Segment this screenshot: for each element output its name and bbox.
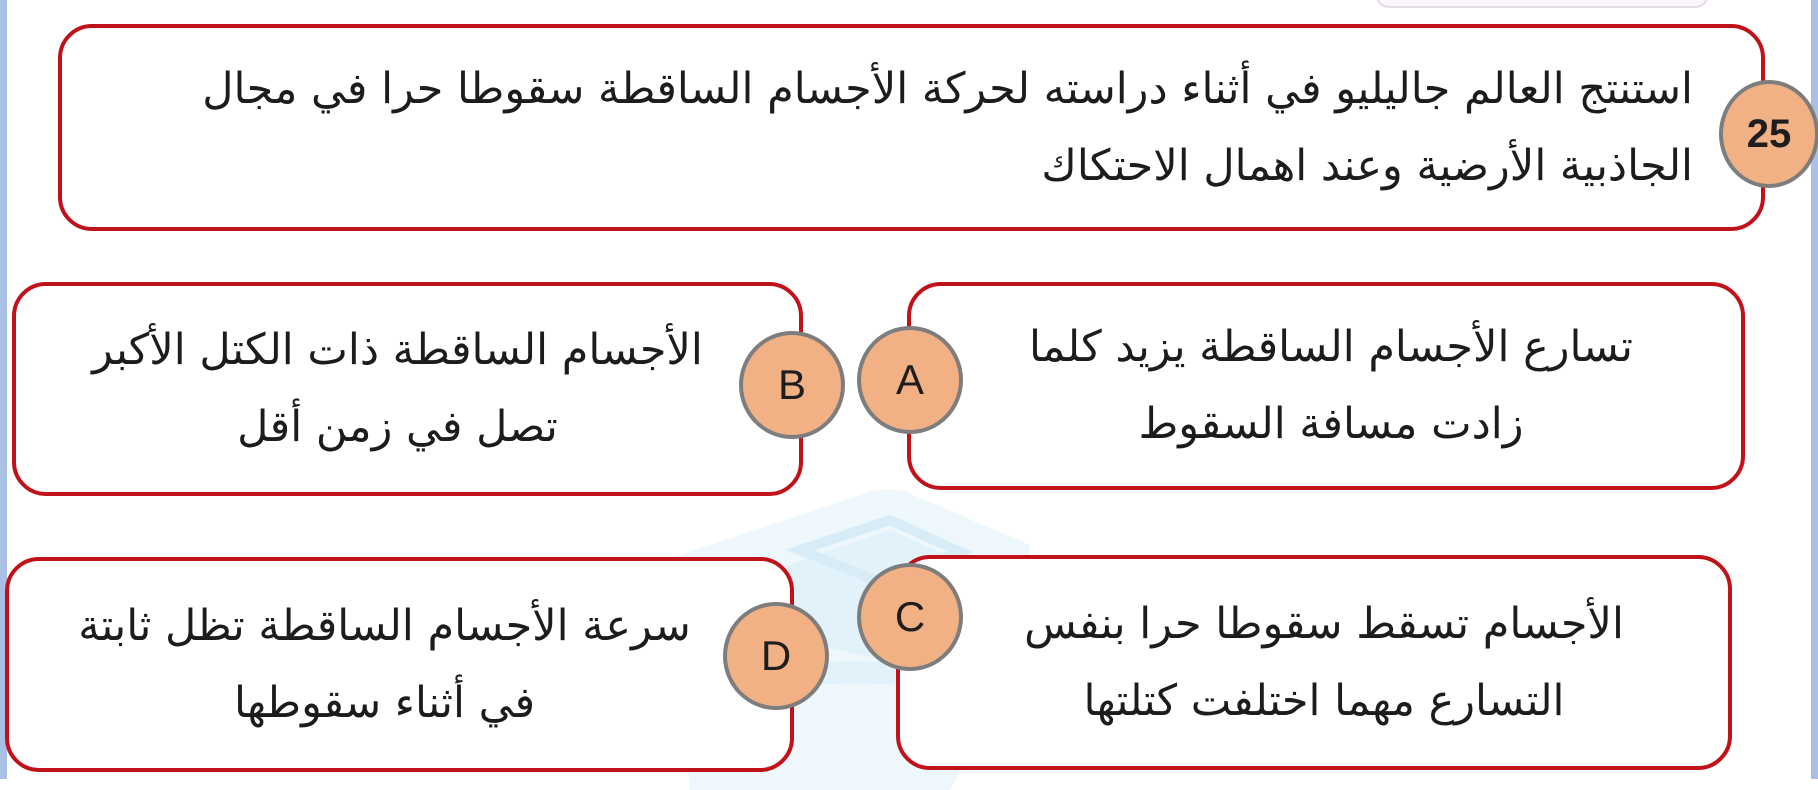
question-number: 25: [1746, 111, 1792, 156]
option-a-text: تسارع الأجسام الساقطة يزيد كلما زادت مسافة السقوط: [1029, 322, 1633, 449]
option-d-letter: D: [760, 632, 792, 679]
option-c-badge[interactable]: [857, 563, 963, 671]
option-b-letter: B: [777, 361, 806, 408]
option-a-letter: A: [895, 356, 924, 403]
option-a-box[interactable]: [907, 282, 1745, 490]
option-a-badge[interactable]: [857, 326, 963, 434]
top-tab-decoration: [1375, 0, 1709, 8]
question-number-badge: [1719, 80, 1818, 188]
question-text: استنتج العالم جاليليو في أثناء دراسته لحركة الأجسام الساقطة سقوطا حرا في مجال الجاذبية الأرضية وعند اهمال الاحتكاك: [202, 63, 1693, 191]
option-b-box[interactable]: [12, 282, 803, 496]
option-c-letter: C: [894, 593, 926, 640]
question-box: [58, 24, 1765, 231]
option-d-badge[interactable]: [723, 602, 829, 710]
option-c-box[interactable]: [896, 555, 1732, 770]
option-b-text: الأجسام الساقطة ذات الكتل الأكبر تصل في زمن أقل: [92, 325, 703, 452]
option-d-text: سرعة الأجسام الساقطة تظل ثابتة في أثناء سقوطها: [78, 600, 691, 728]
option-b-badge[interactable]: [739, 331, 845, 439]
option-c-text: الأجسام تسقط سقوطا حرا بنفس التسارع مهما اختلفت كتلتها: [1024, 598, 1624, 726]
option-d-box[interactable]: [5, 557, 794, 772]
